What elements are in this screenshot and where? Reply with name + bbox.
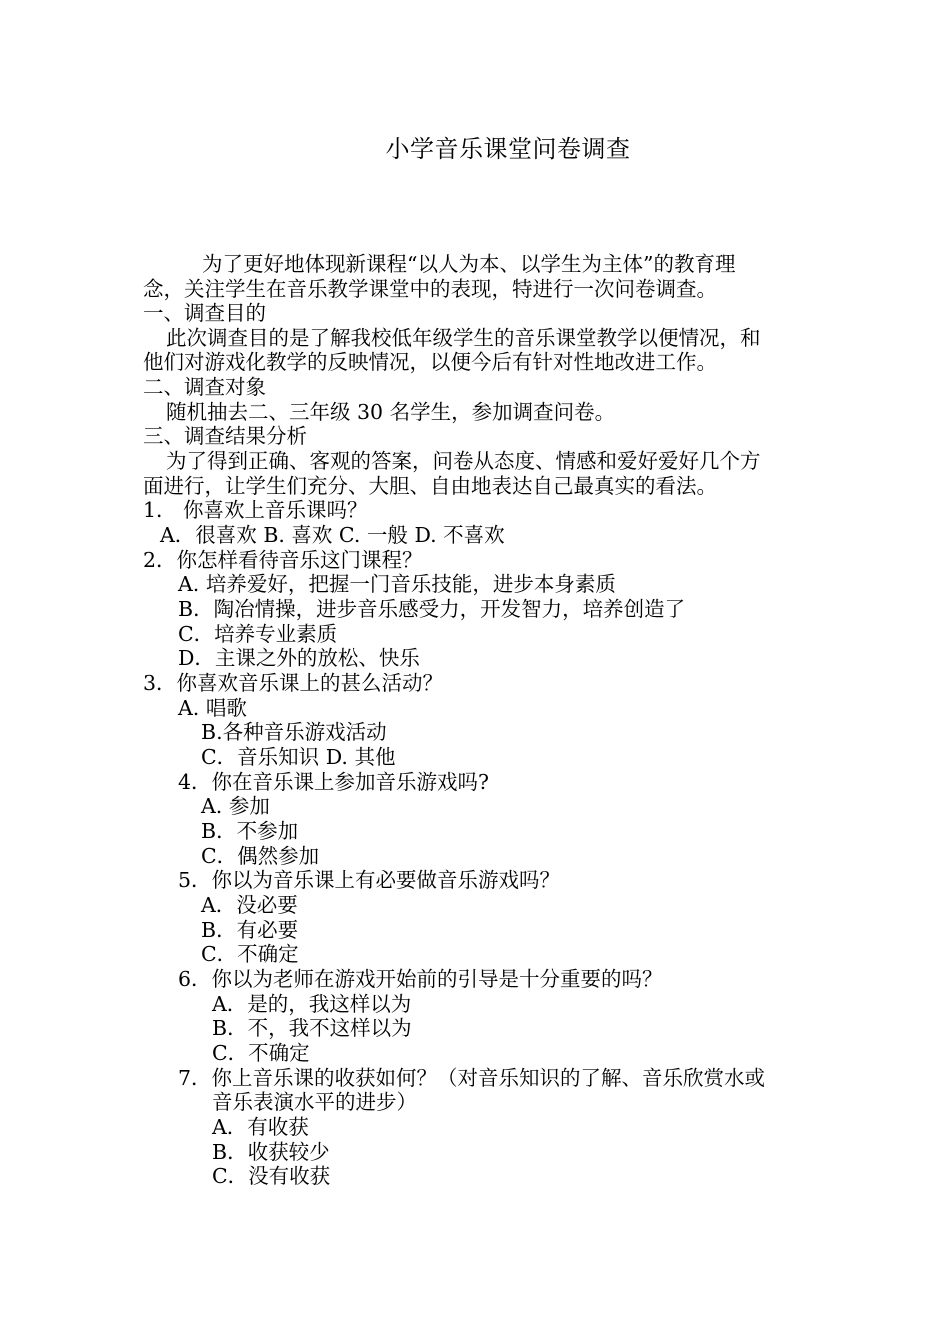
question-2: 2．你怎样看待音乐这门课程？ (143, 548, 423, 572)
question-3: 3．你喜欢音乐课上的甚么活动？ (143, 671, 444, 695)
intro-line-1: 为了更好地体现新课程“以人为本、以学生为主体”的教育理 (202, 252, 736, 276)
intro-line-2: 念，关注学生在音乐教学课堂中的表现，特进行一次问卷调查。 (143, 277, 717, 301)
purpose-line-1: 此次调查目的是了解我校低年级学生的音乐课堂教学以便情况，和 (166, 326, 761, 350)
question-3-option-b: B.各种音乐游戏活动 (201, 720, 387, 744)
question-4-option-c: C．偶然参加 (201, 844, 320, 868)
question-5-option-a: A．没必要 (201, 893, 298, 917)
page-title: 小学音乐课堂问卷调查 (385, 135, 631, 163)
question-7-option-c: C．没有收获 (212, 1164, 331, 1188)
analysis-line-1: 为了得到正确、客观的答案，问卷从态度、情感和爱好爱好几个方 (166, 449, 761, 473)
question-7-option-b: B．收获较少 (212, 1140, 330, 1164)
section-heading-analysis: 三、调查结果分析 (143, 424, 307, 448)
question-6-option-b: B．不，我不这样以为 (212, 1016, 412, 1040)
question-6-option-a: A．是的，我这样以为 (212, 992, 412, 1016)
question-4-option-b: B．不参加 (201, 819, 299, 843)
question-7-option-a: A．有收获 (212, 1115, 309, 1139)
question-1-options: A．很喜欢 B. 喜欢 C. 一般 D. 不喜欢 (160, 523, 505, 547)
question-3-option-a: A. 唱歌 (178, 696, 247, 720)
question-6: 6．你以为老师在游戏开始前的引导是十分重要的吗？ (178, 967, 663, 991)
question-2-option-c: C．培养专业素质 (178, 622, 338, 646)
question-7-continued: 音乐表演水平的进步） (212, 1090, 417, 1114)
question-7: 7．你上音乐课的收获如何？（对音乐知识的了解、音乐欣赏水或 (178, 1066, 766, 1090)
question-2-option-b: B．陶冶情操，进步音乐感受力，开发智力，培养创造了 (178, 597, 686, 621)
question-6-option-c: C．不确定 (212, 1041, 310, 1065)
purpose-line-2: 他们对游戏化教学的反映情况，以便今后有针对性地改进工作。 (143, 350, 717, 374)
question-4-option-a: A. 参加 (201, 794, 270, 818)
section-heading-subjects: 二、调查对象 (143, 375, 266, 399)
question-1: 1． 你喜欢上音乐课吗？ (143, 498, 368, 522)
question-4: 4．你在音乐课上参加音乐游戏吗? (178, 770, 490, 794)
subjects-line: 随机抽去二、三年级 30 名学生，参加调查问卷。 (166, 400, 616, 424)
section-heading-purpose: 一、调查目的 (143, 301, 266, 325)
question-5: 5．你以为音乐课上有必要做音乐游戏吗？ (178, 868, 561, 892)
question-5-option-b: B．有必要 (201, 918, 299, 942)
analysis-line-2: 面进行，让学生们充分、大胆、自由地表达自己最真实的看法。 (143, 474, 717, 498)
question-5-option-c: C．不确定 (201, 942, 299, 966)
question-2-option-d: D．主课之外的放松、快乐 (178, 646, 420, 670)
question-3-option-cd: C．音乐知识 D. 其他 (201, 745, 396, 769)
question-2-option-a: A. 培养爱好，把握一门音乐技能，进步本身素质 (178, 572, 616, 596)
